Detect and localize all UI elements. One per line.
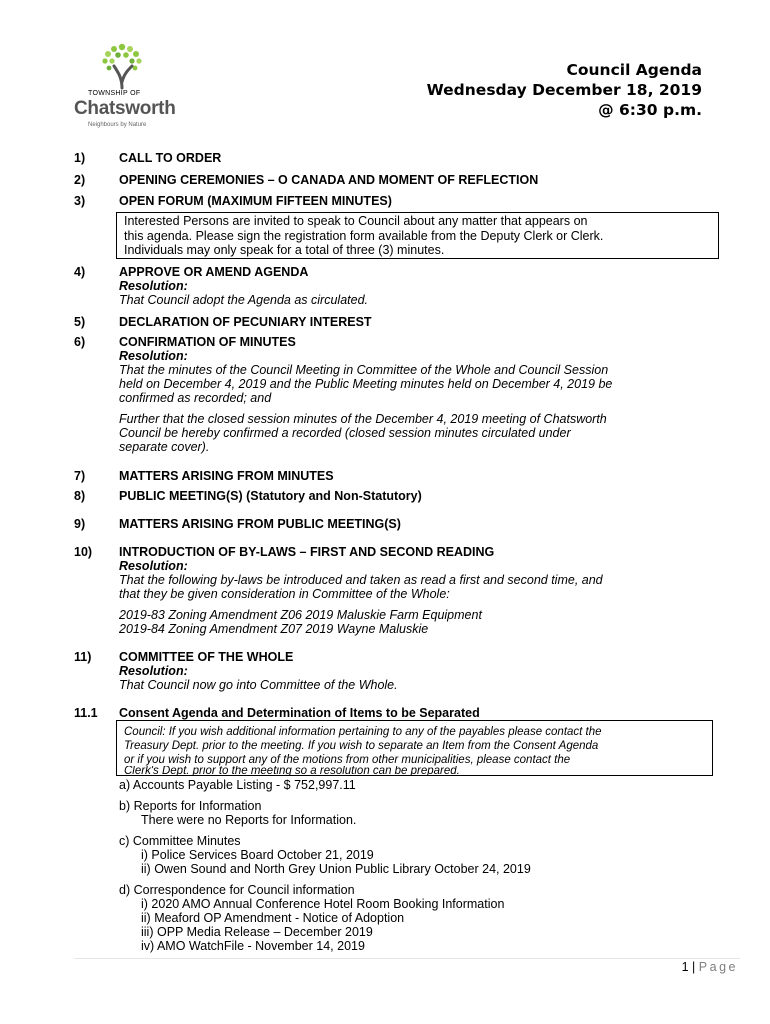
item-number: 1) bbox=[74, 151, 86, 165]
item-number: 7) bbox=[74, 469, 86, 483]
consent-item-d: d) Correspondence for Council information bbox=[119, 883, 355, 897]
item-number: 11.1 bbox=[74, 706, 98, 720]
consent-item-c: c) Committee Minutes bbox=[119, 834, 241, 848]
item-title: APPROVE OR AMEND AGENDA bbox=[119, 265, 309, 279]
item-title: Consent Agenda and Determination of Items to be Separated bbox=[119, 706, 480, 720]
consent-subitem: iv) AMO WatchFile - November 14, 2019 bbox=[141, 939, 365, 953]
bylaw-entry: 2019-83 Zoning Amendment Z06 2019 Maluskie Farm Equipment bbox=[119, 608, 482, 622]
page-number: 1 bbox=[681, 960, 690, 974]
notice-line: this agenda. Please sign the registration form available from the Deputy Clerk or Clerk. bbox=[124, 229, 604, 243]
notice-line: Clerk's Dept. prior to the meeting so a resolution can be prepared. bbox=[124, 766, 460, 775]
resolution-text: That the following by-laws be introduced and taken as read a first and second time, and bbox=[119, 573, 603, 587]
resolution-text: that they be given consideration in Committee of the Whole: bbox=[119, 587, 450, 601]
resolution-text: Council be hereby confirmed a recorded (closed session minutes circulated under bbox=[119, 426, 571, 440]
consent-subitem: i) 2020 AMO Annual Conference Hotel Room Booking Information bbox=[141, 897, 505, 911]
item-number: 4) bbox=[74, 265, 86, 279]
resolution-label: Resolution: bbox=[119, 664, 188, 678]
township-logo bbox=[72, 42, 176, 126]
item-number: 10) bbox=[74, 545, 93, 559]
item-number: 9) bbox=[74, 517, 86, 531]
item-title: OPEN FORUM (MAXIMUM FIFTEEN MINUTES) bbox=[119, 194, 392, 208]
consent-item-b: b) Reports for Information bbox=[119, 799, 262, 813]
notice-line: Individuals may only speak for a total of three (3) minutes. bbox=[124, 243, 445, 257]
logo-township-label: TOWNSHIP OF bbox=[88, 90, 141, 97]
consent-subitem: ii) Meaford OP Amendment - Notice of Adoption bbox=[141, 911, 405, 925]
bylaw-entry: 2019-84 Zoning Amendment Z07 2019 Wayne Maluskie bbox=[119, 622, 429, 636]
logo-tagline: Neighbours by Nature bbox=[88, 122, 147, 128]
page-label: Page bbox=[698, 960, 738, 974]
agenda-date: Wednesday December 18, 2019 bbox=[426, 81, 702, 99]
resolution-text: Further that the closed session minutes of the December 4, 2019 meeting of Chatsworth bbox=[119, 412, 607, 426]
item-number: 3) bbox=[74, 194, 86, 208]
item-title: CALL TO ORDER bbox=[119, 151, 222, 165]
item-title: PUBLIC MEETING(S) (Statutory and Non-Statutory) bbox=[119, 489, 422, 503]
resolution-text: That Council now go into Committee of the Whole. bbox=[119, 678, 398, 692]
consent-subitem: iii) OPP Media Release – December 2019 bbox=[141, 925, 373, 939]
item-number: 11) bbox=[74, 650, 92, 664]
item-title: MATTERS ARISING FROM MINUTES bbox=[119, 469, 334, 483]
item-title: COMMITTEE OF THE WHOLE bbox=[119, 650, 294, 664]
resolution-text: separate cover). bbox=[119, 440, 210, 454]
item-title: MATTERS ARISING FROM PUBLIC MEETING(S) bbox=[119, 517, 401, 531]
agenda-title: Council Agenda bbox=[566, 61, 702, 79]
consent-subitem: There were no Reports for Information. bbox=[141, 813, 357, 827]
agenda-time: @ 6:30 p.m. bbox=[598, 101, 702, 119]
item-number: 6) bbox=[74, 335, 86, 349]
resolution-label: Resolution: bbox=[119, 349, 188, 363]
item-number: 8) bbox=[74, 489, 86, 503]
logo-name: Chatsworth bbox=[74, 98, 176, 119]
consent-subitem: ii) Owen Sound and North Grey Union Public Library October 24, 2019 bbox=[141, 862, 531, 876]
item-title: OPENING CEREMONIES – O CANADA AND MOMENT OF REFLECTION bbox=[119, 173, 539, 187]
resolution-text: That Council adopt the Agenda as circulated. bbox=[119, 293, 368, 307]
item-title: CONFIRMATION OF MINUTES bbox=[119, 335, 296, 349]
footer-divider bbox=[74, 958, 740, 959]
consent-item-a: a) Accounts Payable Listing - $ 752,997.11 bbox=[119, 778, 356, 792]
consent-subitem: i) Police Services Board October 21, 2019 bbox=[141, 848, 374, 862]
item-title: INTRODUCTION OF BY-LAWS – FIRST AND SECOND READING bbox=[119, 545, 495, 559]
notice-line: Council: If you wish additional information pertaining to any of the payables please contact the bbox=[124, 726, 602, 738]
page-footer bbox=[682, 960, 738, 974]
notice-line: or if you wish to support any of the motions from other municipalities, please contact the bbox=[124, 754, 571, 766]
notice-line: Treasury Dept. prior to the meeting. If you wish to separate an Item from the Consent Agenda bbox=[124, 740, 599, 752]
resolution-text: held on December 4, 2019 and the Public Meeting minutes held on December 4, 2019 be bbox=[119, 377, 613, 391]
page-separator: | bbox=[692, 960, 696, 974]
notice-line: Interested Persons are invited to speak to Council about any matter that appears on bbox=[124, 214, 588, 228]
resolution-text: confirmed as recorded; and bbox=[119, 391, 272, 405]
resolution-text: That the minutes of the Council Meeting in Committee of the Whole and Council Session bbox=[119, 363, 609, 377]
resolution-label: Resolution: bbox=[119, 559, 188, 573]
item-number: 2) bbox=[74, 173, 86, 187]
resolution-label: Resolution: bbox=[119, 279, 188, 293]
tree-icon bbox=[98, 42, 146, 90]
item-title: DECLARATION OF PECUNIARY INTEREST bbox=[119, 315, 372, 329]
item-number: 5) bbox=[74, 315, 86, 329]
